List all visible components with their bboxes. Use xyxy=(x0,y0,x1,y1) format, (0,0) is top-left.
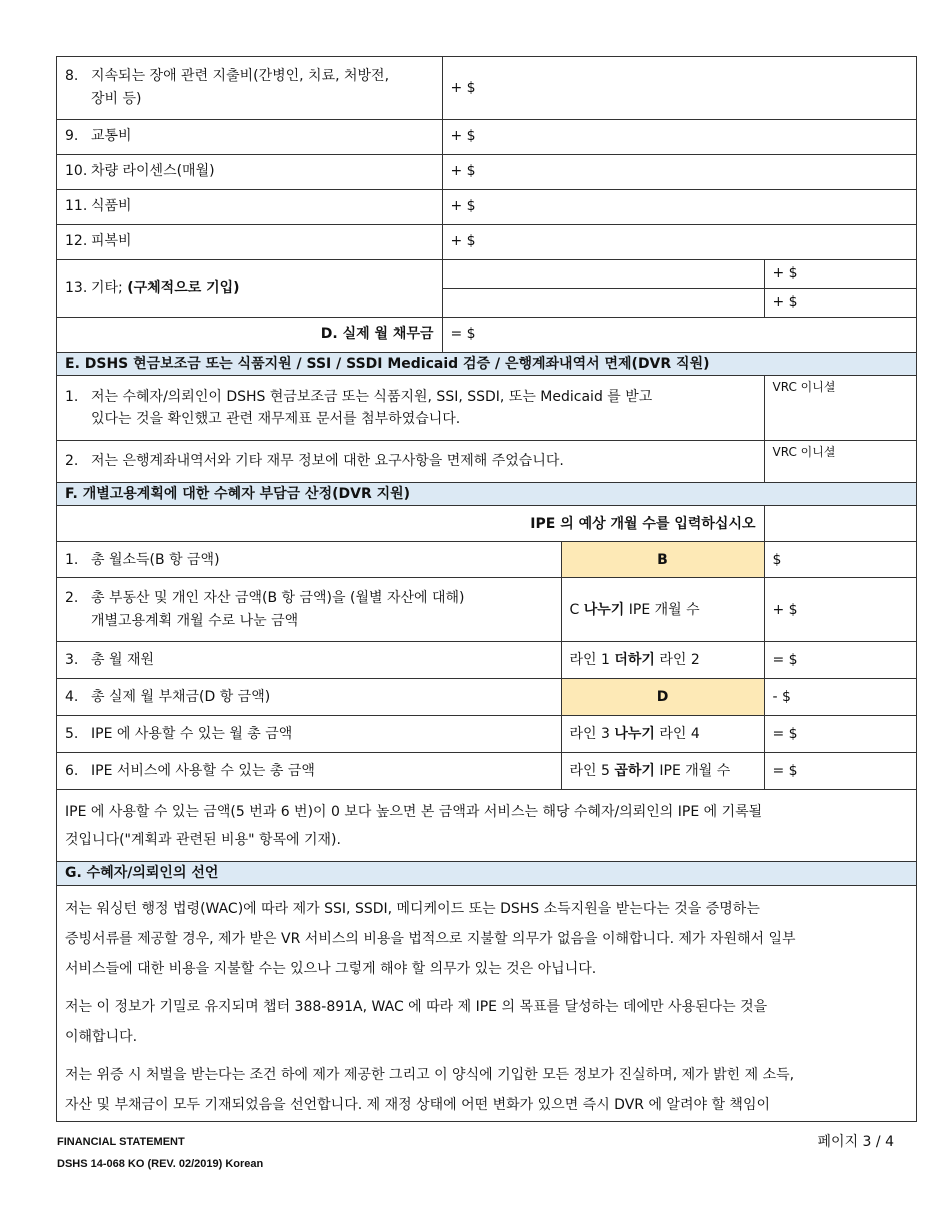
expense-label: 8. 지속되는 장애 관련 지출비(간병인, 치료, 처방전, 장비 등) xyxy=(57,57,442,119)
section-d-amount-field[interactable]: = $ xyxy=(442,317,917,352)
calc-amount-field[interactable]: + $ xyxy=(764,578,917,642)
form-table xyxy=(57,57,917,1122)
section-e-header xyxy=(57,352,917,375)
calc-row xyxy=(57,753,917,790)
section-e-item xyxy=(57,375,917,440)
calc-label: 6. IPE 서비스에 사용할 수 있는 총 금액 xyxy=(57,753,561,790)
other-row xyxy=(57,259,917,288)
calc-label: 5. IPE 에 사용할 수 있는 월 총 금액 xyxy=(57,716,561,753)
calc-formula: C 나누기 IPE 개월 수 xyxy=(561,578,764,642)
calc-row xyxy=(57,716,917,753)
section-g-header xyxy=(57,862,917,885)
expense-amount-field[interactable]: + $ xyxy=(442,189,917,224)
calc-label: 3. 총 월 재원 xyxy=(57,642,561,679)
section-f-note: IPE 에 사용할 수 있는 금액(5 번과 6 번)이 0 보다 높으면 본 금액과 서비스는 해당 수혜자/의뢰인의 IPE 에 기록될 것입니다("계획과 관련된 비용" 항목에 기재). xyxy=(57,790,917,862)
calc-row xyxy=(57,542,917,578)
declaration-paragraph: 저는 워싱턴 행정 법령(WAC)에 따라 제가 SSI, SSDI, 메디케이드 또는 DSHS 소득지원을 받는다는 것을 증명하는 증빙서류를 제공할 경우, 제가 받은 VR 서비스의 비용을 법적으로 지불할 의무가 없음을 이해합니다. 제가 자원해서 일부 서비스들에 대한 비용을 지불할 수는 있으나 그렇게 해야 할 의무가 있는 것은 아닙니다. xyxy=(65,900,796,977)
calc-source: D xyxy=(561,679,764,716)
page-number: 페이지 3 / 4 xyxy=(817,1134,894,1150)
calc-amount-field[interactable]: = $ xyxy=(764,716,917,753)
vrc-initials-field[interactable]: VRC 이니셜 xyxy=(764,375,917,440)
other-label: 13. 기타; (구체적으로 기입) xyxy=(57,259,442,317)
expense-label: 9. 교통비 xyxy=(57,119,442,154)
section-f-note-row xyxy=(57,790,917,862)
expense-label: 11. 식품비 xyxy=(57,189,442,224)
calc-row xyxy=(57,679,917,716)
ipe-months-row xyxy=(57,506,917,542)
expense-row xyxy=(57,154,917,189)
expense-row xyxy=(57,189,917,224)
expense-row xyxy=(57,119,917,154)
form-frame xyxy=(56,56,917,1122)
calc-label: 4. 총 실제 월 부채금(D 항 금액) xyxy=(57,679,561,716)
calc-formula: 라인 1 더하기 라인 2 xyxy=(561,642,764,679)
other-amount-field[interactable]: + $ xyxy=(764,288,917,317)
expense-amount-field[interactable]: + $ xyxy=(442,119,917,154)
calc-amount-field[interactable]: = $ xyxy=(764,642,917,679)
section-d-label: D. 실제 월 채무금 xyxy=(57,317,442,352)
calc-label: 1. 총 월소득(B 항 금액) xyxy=(57,542,561,578)
expense-row xyxy=(57,224,917,259)
section-g-title: G. 수혜자/의뢰인의 선언 xyxy=(57,862,917,885)
expense-row xyxy=(57,57,917,119)
expense-amount-field[interactable]: + $ xyxy=(442,57,917,119)
other-description-field[interactable] xyxy=(442,259,764,288)
declaration-paragraph: 저는 이 정보가 기밀로 유지되며 챕터 388-891A, WAC 에 따라 제 IPE 의 목표를 달성하는 데에만 사용된다는 것을 이해합니다. xyxy=(65,998,768,1045)
calc-label: 2. 총 부동산 및 개인 자산 금액(B 항 금액)을 (월별 자산에 대해) 개별고용계획 개월 수로 나눈 금액 xyxy=(57,578,561,642)
calc-formula: 라인 3 나누기 라인 4 xyxy=(561,716,764,753)
other-description-field[interactable] xyxy=(442,288,764,317)
form-number: DSHS 14-068 KO (REV. 02/2019) Korean xyxy=(57,1158,264,1170)
expense-label: 10. 차량 라이센스(매월) xyxy=(57,154,442,189)
ipe-months-label: IPE 의 예상 개월 수를 입력하십시오 xyxy=(57,506,764,542)
calc-row xyxy=(57,578,917,642)
vrc-initials-field[interactable]: VRC 이니셜 xyxy=(764,440,917,482)
section-e-statement: 1. 저는 수혜자/의뢰인이 DSHS 현금보조금 또는 식품지원, SSI, SSDI, 또는 Medicaid 를 받고 있다는 것을 확인했고 관련 재무제표 문서를 첨부하였습니다. xyxy=(57,375,764,440)
ipe-months-field[interactable] xyxy=(764,506,917,542)
calc-formula: 라인 5 곱하기 IPE 개월 수 xyxy=(561,753,764,790)
calc-amount-field[interactable]: = $ xyxy=(764,753,917,790)
calc-source: B xyxy=(561,542,764,578)
form-title: FINANCIAL STATEMENT xyxy=(57,1136,185,1148)
expense-amount-field[interactable]: + $ xyxy=(442,154,917,189)
section-e-item xyxy=(57,440,917,482)
declaration-paragraph: 저는 위증 시 처벌을 받는다는 조건 하에 제가 제공한 그리고 이 양식에 기입한 모든 정보가 진실하며, 제가 밝힌 제 소득, 자산 및 부채금이 모두 기재되었음을 선언합니다. 제 재정 상태에 어떤 변화가 있으면 즉시 DVR 에 알려야 할 책임이 xyxy=(65,1066,795,1113)
calc-amount-field[interactable]: $ xyxy=(764,542,917,578)
calc-row xyxy=(57,642,917,679)
section-g-body xyxy=(57,885,917,1122)
other-amount-field[interactable]: + $ xyxy=(764,259,917,288)
section-f-title: F. 개별고용계획에 대한 수혜자 부담금 산정(DVR 지원) xyxy=(57,482,917,505)
section-f-header xyxy=(57,482,917,505)
expense-amount-field[interactable]: + $ xyxy=(442,224,917,259)
section-d-row xyxy=(57,317,917,352)
expense-label: 12. 피복비 xyxy=(57,224,442,259)
section-g-body-row xyxy=(57,885,917,1122)
calc-amount-field[interactable]: - $ xyxy=(764,679,917,716)
section-e-title: E. DSHS 현금보조금 또는 식품지원 / SSI / SSDI Medicaid 검증 / 은행계좌내역서 면제(DVR 직원) xyxy=(57,352,917,375)
section-e-statement: 2. 저는 은행계좌내역서와 기타 재무 정보에 대한 요구사항을 면제해 주었습니다. xyxy=(57,440,764,482)
